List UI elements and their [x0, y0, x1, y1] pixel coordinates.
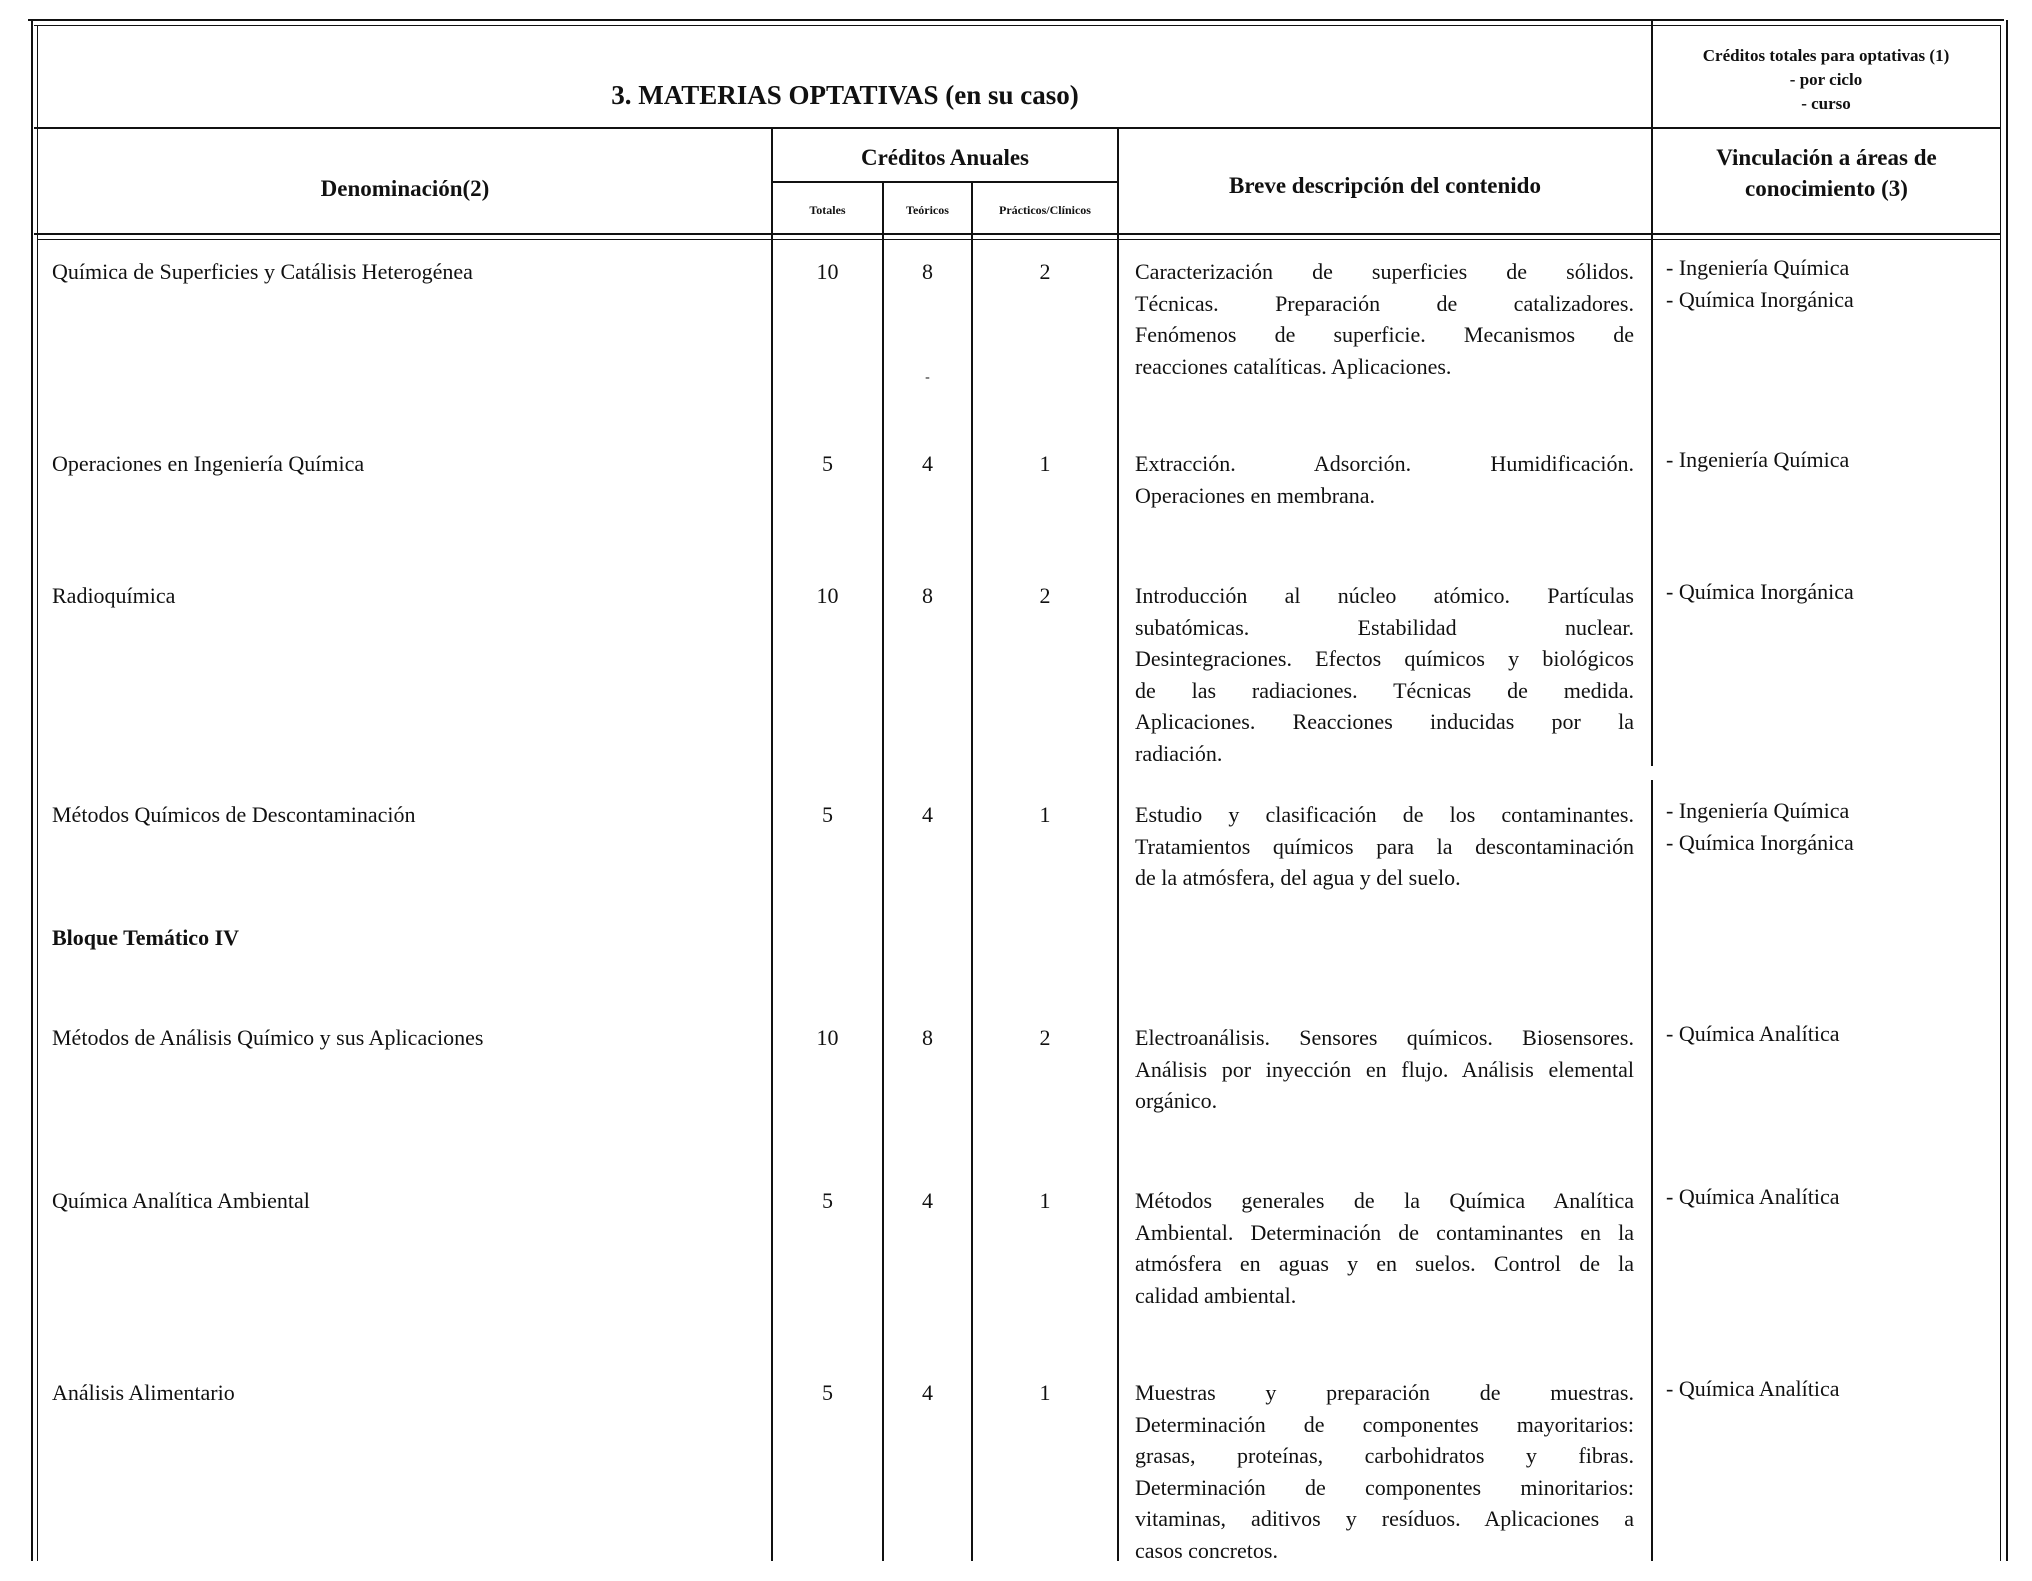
- col-header-creditos-anuales: Créditos Anuales: [860, 145, 1030, 170]
- row-descripcion-line: Electroanálisis. Sensores químicos. Biosensores.: [1135, 1025, 1634, 1050]
- col-header-vinculacion: [1653, 142, 2000, 204]
- row-totales: 5: [822, 1380, 833, 1405]
- col-divider-creditos: [1117, 127, 1119, 1561]
- row-denominacion: Radioquímica: [52, 583, 176, 608]
- row-descripcion-line: Caracterización de superficies de sólidos.: [1135, 259, 1634, 284]
- row-descripcion-line: de la atmósfera, del agua y del suelo.: [1135, 865, 1461, 890]
- row-teoricos: 4: [922, 1188, 933, 1213]
- row-descripcion-line: Estudio y clasificación de los contaminantes.: [1135, 802, 1634, 827]
- row-practicos: 1: [1039, 802, 1051, 827]
- section-heading: Bloque Temático IV: [52, 925, 240, 950]
- subcol-header-practicos: Prácticos/Clínicos: [999, 203, 1091, 217]
- stray-mark: -: [925, 370, 930, 385]
- row-descripcion-line: radiación.: [1135, 740, 1223, 766]
- row-descripcion-line: casos concretos.: [1135, 1537, 1278, 1563]
- row-area: - Química Analítica: [1666, 1376, 1840, 1401]
- row-descripcion-line: Determinación de componentes minoritarios:: [1135, 1474, 1634, 1500]
- frame-top-outer: [28, 19, 2004, 21]
- row-denominacion: Análisis Alimentario: [52, 1380, 235, 1405]
- row-denominacion: Química de Superficies y Catálisis Heterogénea: [52, 259, 473, 284]
- header-bottom-line-1: [34, 233, 2000, 235]
- title-row-bottom-line: [34, 127, 2000, 129]
- optativas-totals-box: [1656, 44, 1996, 116]
- row-totales: 10: [816, 259, 839, 284]
- row-descripcion-line: Fenómenos de superficie. Mecanismos de: [1135, 322, 1634, 347]
- creditos-group-line: [771, 181, 1118, 183]
- col-divider-descripcion-b: [1651, 780, 1653, 1561]
- row-practicos: 2: [1039, 1025, 1051, 1050]
- frame-left-outer: [31, 20, 33, 1561]
- row-teoricos: 8: [922, 583, 933, 608]
- row-descripcion-line: Tratamientos químicos para la descontaminación: [1135, 833, 1634, 859]
- row-descripcion-line: Ambiental. Determinación de contaminantes en la: [1135, 1219, 1634, 1245]
- row-practicos: 1: [1039, 451, 1051, 476]
- page-title: 3. MATERIAS OPTATIVAS (en su caso): [611, 80, 1079, 110]
- row-practicos: 1: [1039, 1188, 1051, 1213]
- row-descripcion-line: calidad ambiental.: [1135, 1282, 1297, 1308]
- row-teoricos: 8: [922, 259, 933, 284]
- subcol-header-totales: Totales: [809, 203, 846, 217]
- frame-right-inner: [2000, 25, 2001, 1561]
- row-descripcion-line: Técnicas. Preparación de catalizadores.: [1135, 290, 1634, 316]
- col-header-descripcion: Breve descripción del contenido: [1229, 173, 1541, 198]
- subcol-header-teoricos: Teóricos: [906, 203, 949, 217]
- row-descripcion-line: orgánico.: [1135, 1088, 1218, 1113]
- col-header-denominacion: Denominación(2): [320, 176, 490, 201]
- row-descripcion-line: Métodos generales de la Química Analítica: [1135, 1188, 1634, 1213]
- row-practicos: 2: [1039, 583, 1051, 608]
- row-practicos: 2: [1039, 259, 1051, 284]
- totals-box-line: - curso: [1801, 94, 1851, 113]
- row-descripcion-line: subatómicas. Estabilidad nuclear.: [1135, 614, 1634, 640]
- header-bottom-line-2: [38, 239, 2000, 240]
- row-teoricos: 8: [922, 1025, 933, 1050]
- row-area: - Química Inorgánica: [1666, 579, 1854, 604]
- row-denominacion: Métodos Químicos de Descontaminación: [52, 802, 416, 827]
- row-area: - Química Analítica: [1666, 1184, 1840, 1209]
- row-descripcion-line: vitaminas, aditivos y resíduos. Aplicaciones a: [1135, 1506, 1634, 1531]
- frame-top-inner: [34, 25, 2000, 26]
- row-descripcion-line: atmósfera en aguas y en suelos. Control de la: [1135, 1251, 1634, 1276]
- row-teoricos: 4: [922, 451, 933, 476]
- row-totales: 10: [816, 1025, 839, 1050]
- row-denominacion: Operaciones en Ingeniería Química: [52, 451, 365, 476]
- row-denominacion: Métodos de Análisis Químico y sus Aplicaciones: [52, 1025, 484, 1050]
- frame-right-outer: [2006, 20, 2008, 1561]
- row-descripcion-line: Determinación de componentes mayoritarios:: [1135, 1411, 1634, 1437]
- row-area: - Química Inorgánica: [1666, 286, 1854, 312]
- row-descripcion-line: Operaciones en membrana.: [1135, 482, 1376, 508]
- row-totales: 10: [816, 583, 839, 608]
- col-divider-descripcion-a: [1651, 235, 1653, 766]
- row-descripcion-line: reacciones catalíticas. Aplicaciones.: [1135, 353, 1452, 379]
- row-totales: 5: [822, 451, 833, 476]
- row-area: - Ingeniería Química: [1666, 798, 1850, 823]
- row-area: - Ingeniería Química: [1666, 255, 1850, 280]
- row-totales: 5: [822, 1188, 833, 1213]
- row-descripcion-line: Desintegraciones. Efectos químicos y biológicos: [1135, 646, 1634, 671]
- row-descripcion-line: Aplicaciones. Reacciones inducidas por la: [1135, 709, 1634, 734]
- totals-box-line: - por ciclo: [1789, 70, 1863, 89]
- row-descripcion-line: grasas, proteínas, carbohidratos y fibras.: [1135, 1443, 1634, 1468]
- totals-box-line: Créditos totales para optativas (1): [1702, 46, 1950, 65]
- row-descripcion-line: Muestras y preparación de muestras.: [1135, 1380, 1634, 1405]
- frame-left-inner: [37, 25, 38, 1561]
- vinculacion-line: Vinculación a áreas de: [1716, 145, 1937, 170]
- row-teoricos: 4: [922, 1380, 933, 1405]
- row-area: - Química Inorgánica: [1666, 829, 1854, 855]
- row-area: - Química Analítica: [1666, 1021, 1840, 1046]
- row-descripcion-line: de las radiaciones. Técnicas de medida.: [1135, 677, 1634, 703]
- row-descripcion-line: Extracción. Adsorción. Humidificación.: [1135, 451, 1634, 476]
- vinculacion-line: conocimiento (3): [1745, 176, 1908, 201]
- row-descripcion-line: Análisis por inyección en flujo. Análisis elemental: [1135, 1056, 1634, 1082]
- col-divider-teoricos: [971, 181, 973, 1561]
- row-teoricos: 4: [922, 802, 933, 827]
- row-descripcion-line: Introducción al núcleo atómico. Partículas: [1135, 583, 1634, 608]
- row-area: - Ingeniería Química: [1666, 447, 1850, 472]
- col-divider-denominacion: [771, 127, 773, 1561]
- row-practicos: 1: [1039, 1380, 1051, 1405]
- row-totales: 5: [822, 802, 833, 827]
- row-denominacion: Química Analítica Ambiental: [52, 1188, 310, 1213]
